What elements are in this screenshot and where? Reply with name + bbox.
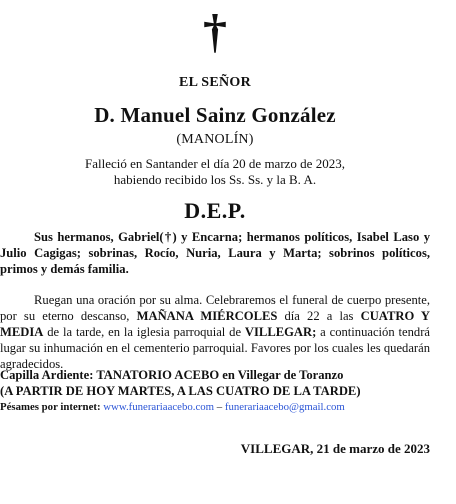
dep-heading: D.E.P. — [184, 198, 246, 223]
prayer-part-2: día 22 a las — [277, 309, 361, 323]
cross-icon: † — [203, 5, 227, 58]
condolences-line — [0, 399, 430, 415]
prayer-part-1: Ruegan una oración por su alma. Celebraremos el funeral de cuerpo presente, por su eterno descanso, — [0, 293, 430, 323]
prayer-part-3: de la tarde, en la iglesia parroquial de — [43, 325, 245, 339]
prayer-place: VILLEGAR; — [244, 325, 317, 339]
prayer-day: MAÑANA MIÉRCOLES — [136, 309, 278, 323]
prayer-paragraph — [0, 292, 430, 372]
condolences-separator: – — [216, 401, 223, 413]
family-text: Sus hermanos, Gabriel(†) y Encarna; hermanos políticos, Isabel Laso y Julio Cagigas; sobrinas, Rocío, Nuria, Laura y Marta; sobrinos políticos, primos y demás familia. — [0, 230, 430, 276]
death-notice-line-2: habiendo recibido los Ss. Ss. y la B. A. — [113, 172, 317, 187]
email-link[interactable]: funerariaacebo@gmail.com — [224, 401, 345, 413]
condolences-label: Pésames por internet: — [0, 401, 101, 413]
death-notice-line-1: Falleció en Santander el día 20 de marzo de 2023, — [85, 156, 345, 171]
prayer-part-4: a continuación tendrá lugar su inhumación en el cementerio parroquial. Favores por los cuales les quedarán agradecidos. — [0, 325, 430, 371]
chapel-line-2: (A PARTIR DE HOY MARTES, A LAS CUATRO DE LA TARDE) — [0, 384, 361, 398]
chapel-line-1: Capilla Ardiente: TANATORIO ACEBO en Villegar de Toranzo — [0, 368, 344, 382]
prayer-time: CUATRO Y MEDIA — [0, 309, 430, 339]
place-date-footer: VILLEGAR, 21 de marzo de 2023 — [240, 441, 430, 456]
family-paragraph — [0, 229, 430, 277]
deceased-nickname: (MANOLÍN) — [176, 132, 254, 147]
deceased-title: EL SEÑOR — [178, 75, 252, 90]
website-link[interactable]: www.funerariaacebo.com — [103, 401, 215, 413]
deceased-name: D. Manuel Sainz González — [94, 103, 336, 127]
